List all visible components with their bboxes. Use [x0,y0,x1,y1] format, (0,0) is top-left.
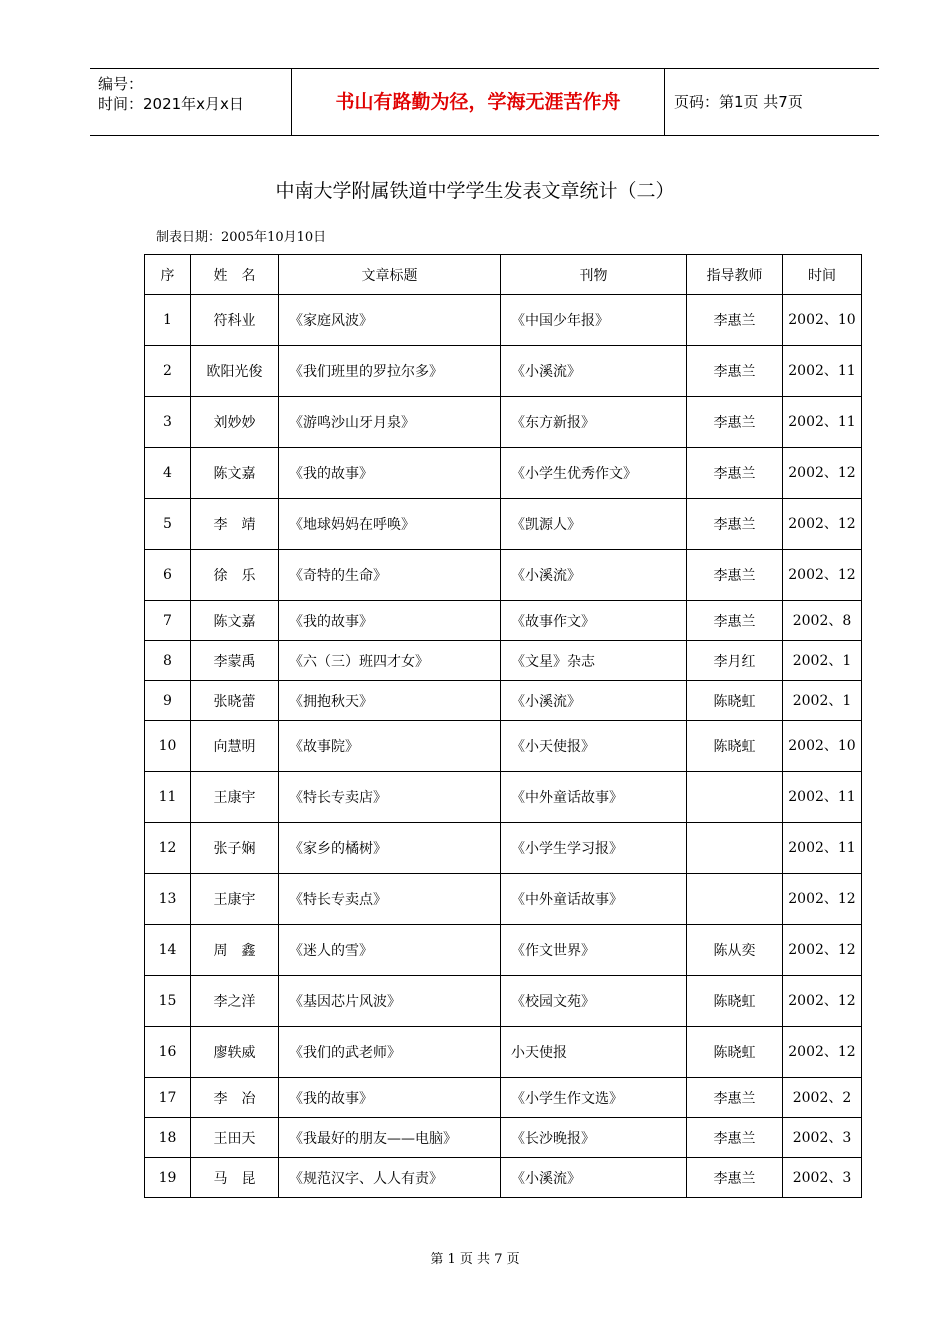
cell-pub: 《小溪流》 [501,681,687,721]
document-header [90,68,879,136]
table-header-row [145,255,862,295]
articles-table [144,254,862,1198]
cell-no: 3 [145,397,191,448]
cell-date: 2002、11 [783,823,862,874]
cell-teacher: 陈晓虹 [687,721,783,772]
cell-date: 2002、2 [783,1078,862,1118]
cell-pub: 《凯源人》 [501,499,687,550]
cell-pub: 《小学生学习报》 [501,823,687,874]
cell-date: 2002、12 [783,499,862,550]
cell-name: 李 冶 [191,1078,279,1118]
cell-no: 9 [145,681,191,721]
table-row [145,1118,862,1158]
col-header-no: 序 [145,255,191,295]
cell-teacher: 李惠兰 [687,1118,783,1158]
cell-teacher: 李惠兰 [687,295,783,346]
cell-name: 陈文嘉 [191,448,279,499]
table-row [145,681,862,721]
col-header-title: 文章标题 [279,255,501,295]
cell-date: 2002、10 [783,295,862,346]
table-row [145,874,862,925]
cell-date: 2002、3 [783,1118,862,1158]
table-row [145,1078,862,1118]
cell-name: 符科业 [191,295,279,346]
cell-date: 2002、12 [783,925,862,976]
table-row [145,1158,862,1198]
cell-name: 向慧明 [191,721,279,772]
cell-pub: 《文星》杂志 [501,641,687,681]
cell-name: 王田天 [191,1118,279,1158]
cell-pub: 《小溪流》 [501,1158,687,1198]
table-row [145,295,862,346]
cell-pub: 《小学生优秀作文》 [501,448,687,499]
cell-date: 2002、11 [783,772,862,823]
cell-teacher: 陈从奕 [687,925,783,976]
doc-time-label: 时间：2021年x月x日 [98,95,244,113]
cell-teacher: 陈晓虹 [687,1027,783,1078]
table-row [145,976,862,1027]
cell-no: 10 [145,721,191,772]
cell-no: 7 [145,601,191,641]
cell-date: 2002、12 [783,976,862,1027]
cell-teacher: 李惠兰 [687,448,783,499]
cell-no: 15 [145,976,191,1027]
cell-teacher: 李惠兰 [687,499,783,550]
cell-date: 2002、10 [783,721,862,772]
made-date: 制表日期：2005年10月10日 [156,230,327,245]
cell-title: 《我们的武老师》 [279,1027,501,1078]
cell-pub: 《小溪流》 [501,346,687,397]
cell-teacher [687,823,783,874]
cell-name: 廖轶威 [191,1027,279,1078]
cell-teacher: 李惠兰 [687,1158,783,1198]
table-row [145,772,862,823]
cell-name: 王康宇 [191,874,279,925]
cell-name: 陈文嘉 [191,601,279,641]
cell-date: 2002、12 [783,448,862,499]
cell-name: 王康宇 [191,772,279,823]
cell-title: 《我的故事》 [279,1078,501,1118]
cell-teacher: 陈晓虹 [687,681,783,721]
cell-date: 2002、12 [783,874,862,925]
cell-pub: 《中外童话故事》 [501,772,687,823]
header-motto: 书山有路勤为径，学海无涯苦作舟 [292,69,665,135]
page-footer: 第 1 页 共 7 页 [430,1252,520,1267]
cell-teacher: 陈晓虹 [687,976,783,1027]
cell-title: 《地球妈妈在呼唤》 [279,499,501,550]
cell-date: 2002、12 [783,1027,862,1078]
cell-pub: 《长沙晚报》 [501,1118,687,1158]
cell-no: 12 [145,823,191,874]
table-row [145,397,862,448]
table-row [145,925,862,976]
cell-teacher: 李月红 [687,641,783,681]
cell-title: 《我最好的朋友——电脑》 [279,1118,501,1158]
cell-teacher: 李惠兰 [687,397,783,448]
cell-pub: 《小溪流》 [501,550,687,601]
cell-teacher: 李惠兰 [687,601,783,641]
cell-no: 13 [145,874,191,925]
cell-title: 《游鸣沙山牙月泉》 [279,397,501,448]
cell-no: 2 [145,346,191,397]
cell-teacher [687,874,783,925]
cell-date: 2002、11 [783,397,862,448]
cell-name: 李 靖 [191,499,279,550]
cell-date: 2002、1 [783,681,862,721]
cell-no: 17 [145,1078,191,1118]
cell-teacher: 李惠兰 [687,346,783,397]
header-meta-cell [90,69,292,135]
cell-date: 2002、8 [783,601,862,641]
cell-name: 徐 乐 [191,550,279,601]
cell-date: 2002、11 [783,346,862,397]
cell-no: 1 [145,295,191,346]
cell-title: 《我的故事》 [279,601,501,641]
col-header-date: 时间 [783,255,862,295]
cell-no: 14 [145,925,191,976]
cell-name: 张子娴 [191,823,279,874]
cell-date: 2002、3 [783,1158,862,1198]
cell-name: 周 鑫 [191,925,279,976]
cell-title: 《基因芯片风波》 [279,976,501,1027]
cell-pub: 《东方新报》 [501,397,687,448]
table-row [145,721,862,772]
cell-title: 《特长专卖点》 [279,874,501,925]
cell-teacher [687,772,783,823]
col-header-publication: 刊物 [501,255,687,295]
cell-teacher: 李惠兰 [687,1078,783,1118]
cell-pub: 《作文世界》 [501,925,687,976]
cell-no: 5 [145,499,191,550]
cell-title: 《特长专卖店》 [279,772,501,823]
cell-no: 18 [145,1118,191,1158]
page-title: 中南大学附属铁道中学学生发表文章统计（二） [275,180,675,202]
cell-no: 4 [145,448,191,499]
table-row [145,499,862,550]
cell-title: 《六（三）班四才女》 [279,641,501,681]
table-row [145,448,862,499]
cell-title: 《拥抱秋天》 [279,681,501,721]
cell-no: 6 [145,550,191,601]
cell-no: 8 [145,641,191,681]
doc-code-label: 编号： [98,75,144,93]
table-row [145,346,862,397]
cell-date: 2002、1 [783,641,862,681]
cell-no: 19 [145,1158,191,1198]
table-row [145,823,862,874]
cell-name: 欧阳光俊 [191,346,279,397]
cell-title: 《我们班里的罗拉尔多》 [279,346,501,397]
cell-title: 《规范汉字、人人有责》 [279,1158,501,1198]
table-row [145,601,862,641]
cell-date: 2002、12 [783,550,862,601]
cell-pub: 《中外童话故事》 [501,874,687,925]
cell-title: 《迷人的雪》 [279,925,501,976]
cell-title: 《奇特的生命》 [279,550,501,601]
cell-name: 刘妙妙 [191,397,279,448]
cell-pub: 《故事作文》 [501,601,687,641]
col-header-teacher: 指导教师 [687,255,783,295]
cell-no: 11 [145,772,191,823]
cell-name: 马 昆 [191,1158,279,1198]
header-page-label: 页码：第1页 共7页 [674,93,803,111]
cell-name: 李蒙禹 [191,641,279,681]
cell-teacher: 李惠兰 [687,550,783,601]
cell-name: 李之洋 [191,976,279,1027]
cell-pub: 《中国少年报》 [501,295,687,346]
cell-title: 《家庭风波》 [279,295,501,346]
cell-pub: 《校园文苑》 [501,976,687,1027]
cell-no: 16 [145,1027,191,1078]
cell-pub: 《小学生作文选》 [501,1078,687,1118]
table-row [145,550,862,601]
table-row [145,1027,862,1078]
cell-pub: 《小天使报》 [501,721,687,772]
table-row [145,641,862,681]
cell-title: 《故事院》 [279,721,501,772]
col-header-name: 姓 名 [191,255,279,295]
cell-name: 张晓蕾 [191,681,279,721]
cell-title: 《家乡的橘树》 [279,823,501,874]
cell-title: 《我的故事》 [279,448,501,499]
cell-pub: 小天使报 [501,1027,687,1078]
